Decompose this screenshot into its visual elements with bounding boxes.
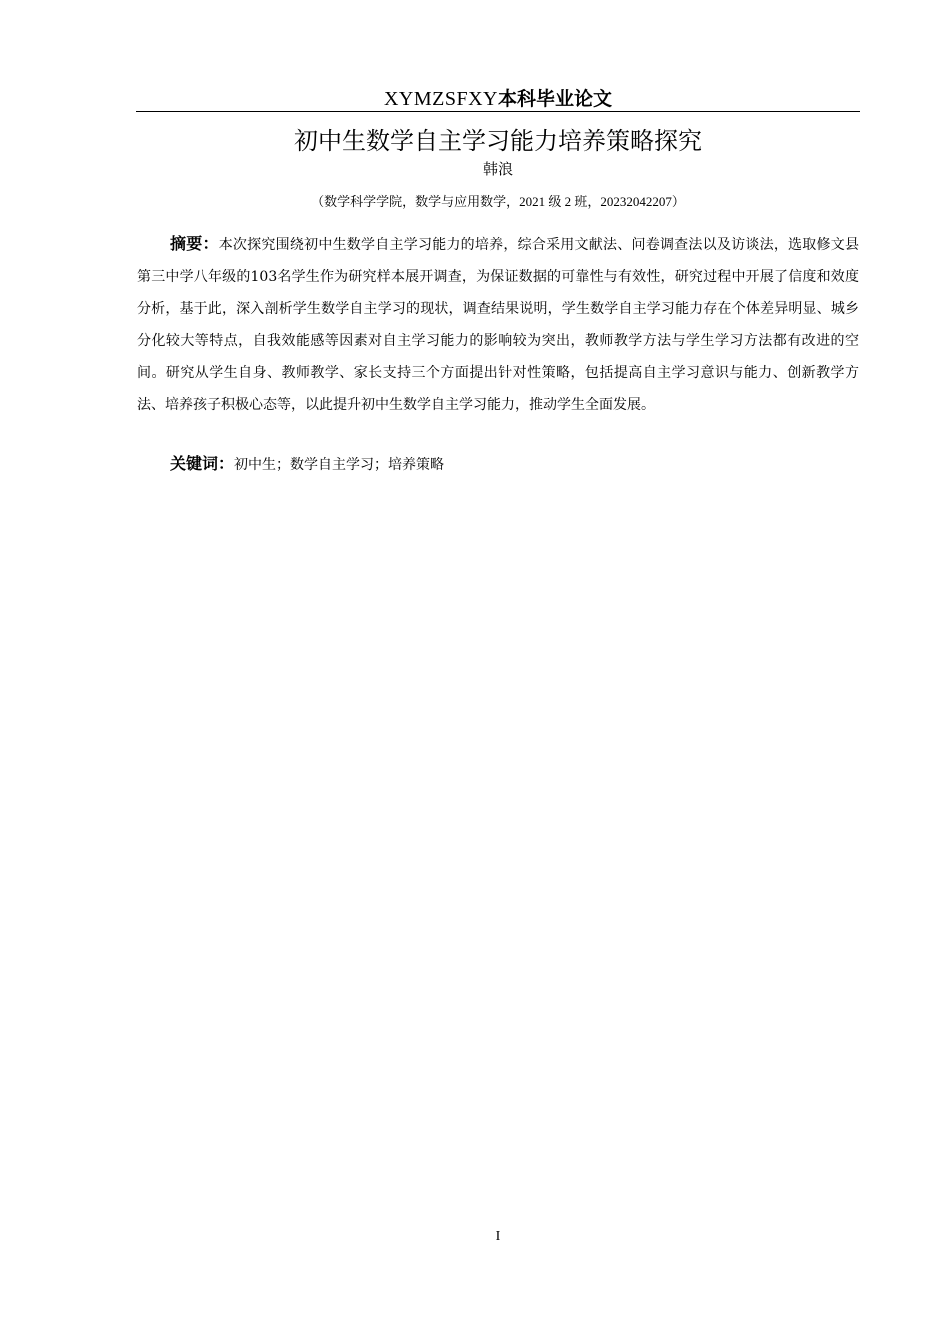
keywords-text: 初中生；数学自主学习；培养策略 xyxy=(234,457,445,473)
keywords-label: 关键词： xyxy=(170,454,235,473)
author-affiliation: （数学科学学院，数学与应用数学，2021 级 2 班，20232042207） xyxy=(311,194,685,209)
running-header-label: 本科毕业论文 xyxy=(498,88,613,110)
abstract-text: 本次探究围绕初中生数学自主学习能力的培养，综合采用文献法、问卷调查法以及访谈法，选取修文县第三中学八年级的103名学生作为研究样本展开调查，为保证数据的可靠性与有效性，研究过程中开展了信度和效度分析，基于此，深入剖析学生数学自主学习的现状，调查结果说明，学生数学自主学习能力存在个体差异明显、城乡分化较大等特点，自我效能感等因素对自主学习能力的影响较为突出，教师教学方法与学生学习方法都有改进的空间。研究从学生自身、教师教学、家长支持三个方面提出针对性策略，包括提高自主学习意识与能力、创新教学方法、培养孩子积极心态等，以此提升初中生数学自主学习能力，推动学生全面发展。 xyxy=(137,237,859,413)
running-header xyxy=(136,86,860,111)
running-header-code: XYMZSFXY xyxy=(383,88,498,110)
author-name: 韩浪 xyxy=(482,160,513,178)
abstract-paragraph xyxy=(137,228,859,421)
header-rule xyxy=(136,111,860,112)
paper-title: 初中生数学自主学习能力培养策略探究 xyxy=(294,127,702,155)
page-number: I xyxy=(495,1229,501,1244)
keywords-line xyxy=(170,449,860,480)
abstract-label: 摘要： xyxy=(170,234,219,253)
